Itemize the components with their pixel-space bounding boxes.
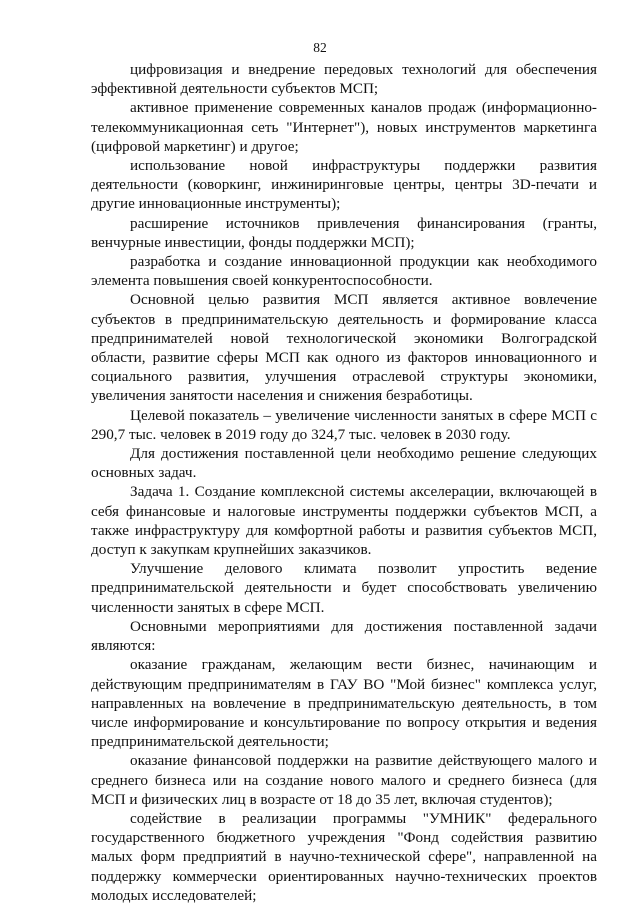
paragraph: Основной целью развития МСП является активное вовлечение субъектов в предпринимательскую деятельность и формирование класса предпринимателей новой технологической экономики Волгоградской области, развитие сферы МСП как одного из факторов инновационного и социального развития, улучшения отраслевой структуры экономики, увеличения занятости населения и снижения безработицы. — [91, 291, 597, 405]
paragraph: Улучшение делового климата позволит упростить ведение предпринимательской деятельности и будет способствовать увеличению численности занятых в сфере МСП. — [91, 560, 597, 616]
paragraph: цифровизация и внедрение передовых технологий для обеспечения эффективной деятельности субъектов МСП; — [91, 61, 597, 98]
page-number: 82 — [313, 40, 327, 55]
paragraph: Основными мероприятиями для достижения поставленной задачи являются: — [91, 617, 597, 655]
paragraph: Целевой показатель – увеличение численности занятых в сфере МСП с 290,7 тыс. человек в 2019 году до 324,7 тыс. человек в 2030 году. — [91, 406, 597, 443]
paragraph: расширение источников привлечения финансирования (гранты, венчурные инвестиции, фонды поддержки МСП); — [91, 214, 597, 251]
paragraph: активное применение современных каналов продаж (информационно-телекоммуникационная сеть "Интернет"), новых инструментов маркетинга (цифровой маркетинг) и другое; — [91, 99, 597, 155]
page-body — [91, 60, 597, 905]
paragraph: содействие в реализации программы "УМНИК" федерального государственного бюджетного учреждения "Фонд содействия развитию малых форм предприятий в научно-технической сфере", направленной на поддержку коммерчески ориентированных научно-технических проектов молодых исследователей; — [91, 809, 597, 904]
paragraph: оказание гражданам, желающим вести бизнес, начинающим и действующим предпринимателям в ГАУ ВО "Мой бизнес" комплекса услуг, направленных на вовлечение в предпринимательскую деятельность, в том числе информирование и консультирование по вопросу открытия и ведения предпринимательской деятельности; — [91, 656, 597, 751]
paragraph: Для достижения поставленной цели необходимо решение следующих основных задач. — [91, 445, 597, 482]
paragraph: Задача 1. Создание комплексной системы акселерации, включающей в себя финансовые и налоговые инструменты поддержки субъектов МСП, а также инфраструктуру для комфортной работы и развития субъектов МСП, доступ к закупкам крупнейших заказчиков. — [91, 483, 597, 559]
paragraph: оказание финансовой поддержки на развитие действующего малого и среднего бизнеса или на создание нового малого и среднего бизнеса (для МСП и физических лиц в возрасте от 18 до 35 лет, включая студентов); — [91, 752, 597, 808]
paragraph: использование новой инфраструктуры поддержки развития деятельности (коворкинг, инжиниринговые центры, центры 3D-печати и другие инновационные инструменты); — [91, 157, 597, 213]
paragraph: разработка и создание инновационной продукции как необходимого элемента повышения своей конкурентоспособности. — [91, 253, 597, 290]
